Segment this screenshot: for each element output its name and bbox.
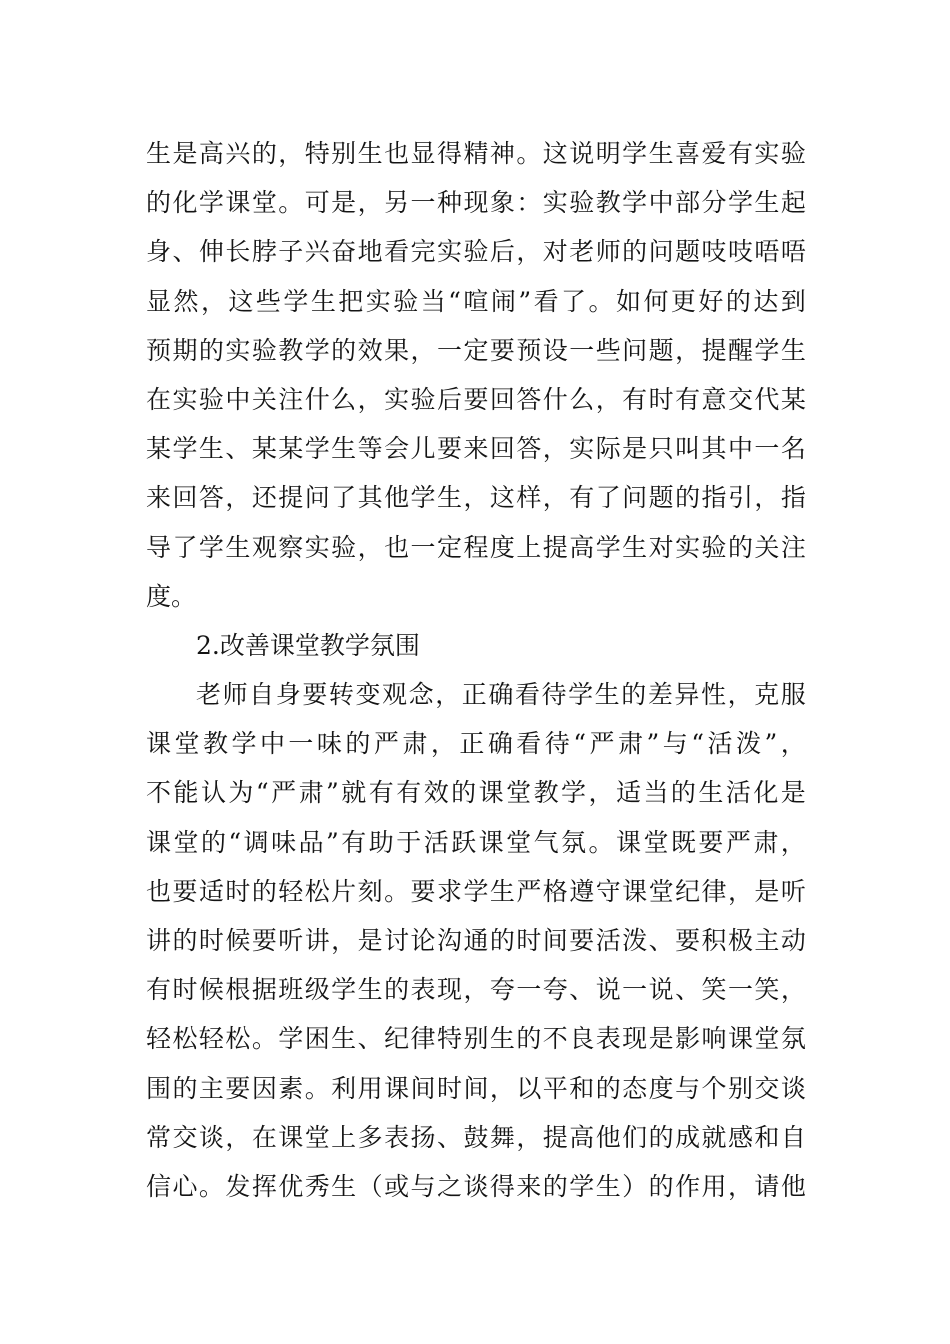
text-line: 身 、 伸 长 脖 子 兴 奋 地 看 完 实 验 后 ， 对 老 师 的 问 题 吱 吱 唔 唔 xyxy=(146,237,806,267)
paragraph xyxy=(146,129,806,621)
text-line: 课 堂 教 学 中 一 味 的 严 肃 ， 正 确 看 待 “ 严 肃 ” 与 “ 活 泼 ” ， xyxy=(146,729,806,759)
text-line: 显 然 ， 这 些 学 生 把 实 验 当 “ 喧 闹 ” 看 了 。 如 何 更 好 的 达 到 xyxy=(146,286,806,316)
text-line: 信 心 。 发 挥 优 秀 生 （ 或 与 之 谈 得 来 的 学 生 ） 的 作 用 ， 请 他 xyxy=(146,1171,806,1201)
text-line: 也 要 适 时 的 轻 松 片 刻 。 要 求 学 生 严 格 遵 守 课 堂 纪 律 ， 是 听 xyxy=(146,876,806,906)
text-line: 预 期 的 实 验 教 学 的 效 果 ， 一 定 要 预 设 一 些 问 题 ， 提 醒 学 生 xyxy=(146,335,806,365)
text-line: 有 时 候 根 据 班 级 学 生 的 表 现 ， 夸 一 夸 、 说 一 说 、 笑 一 笑 ， xyxy=(146,975,806,1005)
heading-line: 2.改善课堂教学氛围 xyxy=(196,630,420,660)
section-heading xyxy=(146,621,806,670)
text-line: 常 交 谈 ， 在 课 堂 上 多 表 扬 、 鼓 舞 ， 提 高 他 们 的 成 就 感 和 自 xyxy=(146,1122,806,1152)
text-line: 轻 松 轻 松 。 学 困 生 、 纪 律 特 别 生 的 不 良 表 现 是 影 响 课 堂 氛 xyxy=(146,1024,806,1054)
text-line: 课 堂 的 “ 调 味 品 ” 有 助 于 活 跃 课 堂 气 氛 。 课 堂 既 要 严 肃 ， xyxy=(146,827,806,857)
text-line: 度。 xyxy=(146,581,197,611)
text-line: 的 化 学 课 堂 。 可 是 ， 另 一 种 现 象 ： 实 验 教 学 中 部 分 学 生 起 xyxy=(146,188,806,218)
text-line: 某 学 生 、 某 某 学 生 等 会 儿 要 来 回 答 ， 实 际 是 只 叫 其 中 一 名 xyxy=(146,434,806,464)
text-line: 来 回 答 ， 还 提 问 了 其 他 学 生 ， 这 样 ， 有 了 问 题 的 指 引 ， 指 xyxy=(146,483,806,513)
text-line: 在 实 验 中 关 注 什 么 ， 实 验 后 要 回 答 什 么 ， 有 时 有 意 交 代 某 xyxy=(146,384,806,414)
text-line: 老 师 自 身 要 转 变 观 念 ， 正 确 看 待 学 生 的 差 异 性 ， 克 服 xyxy=(196,680,806,710)
text-line: 不 能 认 为 “ 严 肃 ” 就 有 有 效 的 课 堂 教 学 ， 适 当 的 生 活 化 是 xyxy=(146,778,806,808)
text-line: 生 是 高 兴 的 ， 特 别 生 也 显 得 精 神 。 这 说 明 学 生 喜 爱 有 实 验 xyxy=(146,139,806,168)
document-body xyxy=(146,129,806,1211)
text-line: 讲 的 时 候 要 听 讲 ， 是 讨 论 沟 通 的 时 间 要 活 泼 、 要 积 极 主 动 xyxy=(146,926,806,955)
text-line: 围 的 主 要 因 素 。 利 用 课 间 时 间 ， 以 平 和 的 态 度 与 个 别 交 谈 xyxy=(146,1073,806,1103)
paragraph xyxy=(146,670,806,1211)
text-line: 导 了 学 生 观 察 实 验 ， 也 一 定 程 度 上 提 高 学 生 对 实 验 的 关 注 xyxy=(146,532,806,562)
